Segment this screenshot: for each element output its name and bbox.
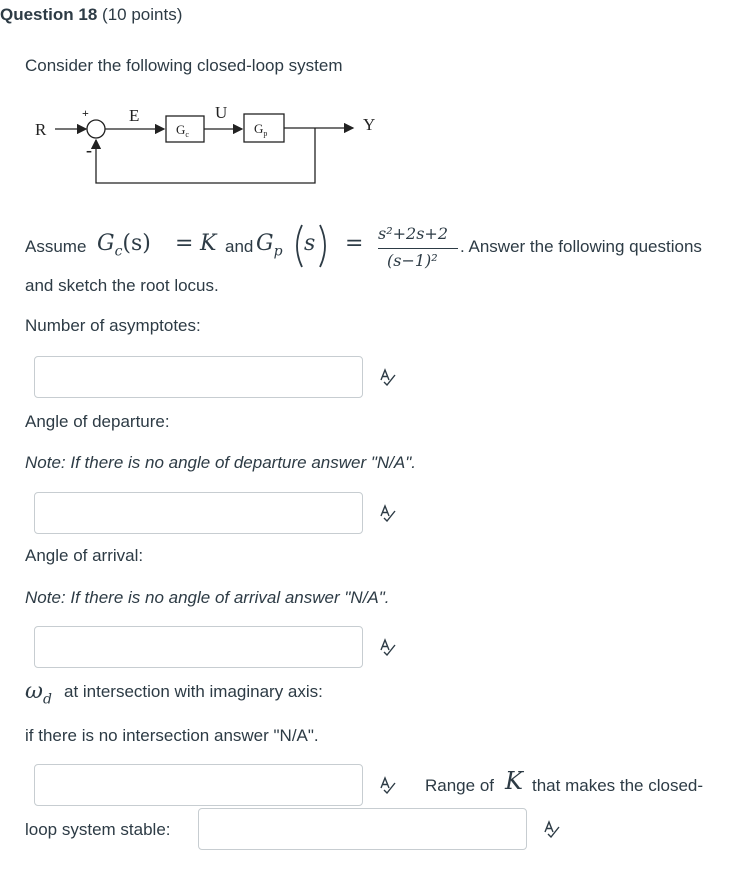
diagram-u-label: U	[215, 103, 228, 122]
omega-d-input[interactable]	[34, 764, 363, 806]
equals-sign-2: =	[345, 231, 364, 256]
spellcheck-icon[interactable]	[378, 368, 398, 386]
q3-note: Note: If there is no angle of arrival answer "N/A".	[25, 588, 390, 607]
spellcheck-icon[interactable]	[378, 504, 398, 522]
summing-junction	[87, 120, 105, 138]
omega-d-symbol: $\omega_d$	[25, 679, 52, 708]
paren-left	[290, 223, 304, 269]
q5-line2: loop system stable:	[25, 820, 171, 839]
q2-label: Angle of departure:	[25, 412, 170, 431]
prompt-text: Consider the following closed-loop system	[25, 56, 343, 75]
assume-line2: and sketch the root locus.	[25, 276, 219, 295]
fraction-bar	[378, 248, 458, 249]
fraction-numerator: s²+2s+2	[378, 224, 449, 243]
spellcheck-icon[interactable]	[378, 638, 398, 656]
q5-suffix: that makes the closed-	[532, 776, 704, 795]
gp-expression: $G_p$	[256, 231, 283, 260]
spellcheck-icon[interactable]	[378, 776, 398, 794]
fraction-denominator: (s−1)²	[387, 251, 438, 270]
equals-sign-1: =	[175, 231, 194, 256]
q5-k-symbol: K	[505, 767, 523, 795]
arrival-angle-input[interactable]	[34, 626, 363, 668]
q3-label: Angle of arrival:	[25, 546, 144, 565]
q1-label: Number of asymptotes:	[25, 316, 201, 335]
k-symbol: K	[200, 231, 217, 256]
diagram-e-label: E	[129, 106, 140, 125]
question-number: Question 18	[0, 5, 98, 24]
diagram-y-label: Y	[363, 115, 376, 134]
minus-sign: -	[86, 140, 92, 160]
gc-block-label: $G_c$	[176, 122, 189, 139]
gc-expression: $G_c(s)$	[97, 231, 151, 260]
assume-suffix: . Answer the following questions	[460, 237, 702, 256]
asymptotes-input[interactable]	[34, 356, 363, 398]
block-diagram	[30, 100, 390, 190]
departure-angle-input[interactable]	[34, 492, 363, 534]
and-text: and	[225, 237, 254, 256]
gp-argument: s	[304, 231, 316, 256]
paren-right	[318, 223, 332, 269]
q2-note: Note: If there is no angle of departure answer "N/A".	[25, 453, 416, 472]
question-points: (10 points)	[102, 5, 183, 24]
spellcheck-icon[interactable]	[542, 820, 562, 838]
plus-sign: +	[82, 106, 89, 120]
diagram-r-label: R	[35, 120, 47, 139]
question-title	[0, 5, 182, 25]
k-range-input[interactable]	[198, 808, 527, 850]
assume-prefix: Assume	[25, 237, 87, 256]
q5-prefix: Range of	[425, 776, 494, 795]
gp-block-label: $G_p$	[254, 121, 268, 138]
q4-note: if there is no intersection answer "N/A".	[25, 726, 319, 745]
q4-label: at intersection with imaginary axis:	[64, 682, 323, 701]
